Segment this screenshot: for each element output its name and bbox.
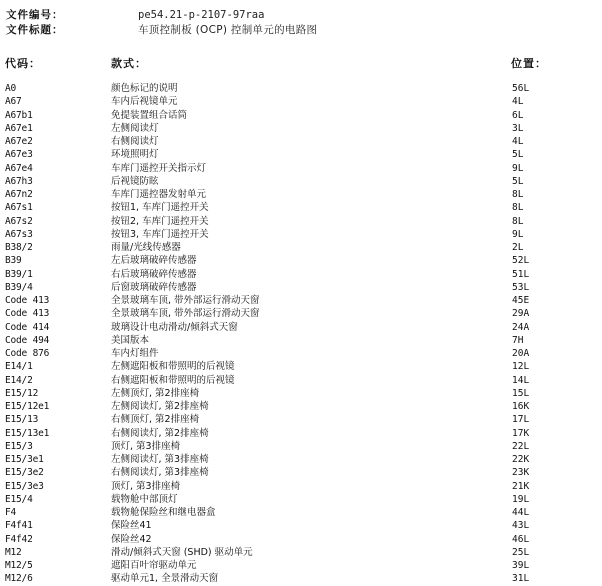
table-row [0, 268, 602, 281]
component-description: 车内灯组件 [111, 348, 159, 359]
component-location: 19L [512, 493, 530, 505]
component-description: 保险丝41 [111, 520, 152, 532]
component-code: A67e4 [5, 162, 33, 174]
component-location: 29A [512, 308, 530, 320]
component-location: 8L [512, 215, 524, 227]
component-description: 载物舱保险丝和继电器盒 [111, 507, 216, 518]
component-description: 驱动单元1, 全景滑动天窗 [111, 573, 219, 585]
component-description: 按钮3, 车库门遥控开关 [111, 228, 209, 240]
component-code: E14/2 [5, 374, 33, 386]
component-location: 39L [512, 560, 530, 571]
table-row [0, 135, 602, 148]
table-row [0, 175, 602, 188]
table-row [0, 201, 602, 214]
component-location: 5L [512, 175, 524, 187]
component-code: M12 [5, 546, 22, 558]
component-code: A67e1 [5, 122, 33, 134]
table-row [0, 506, 602, 519]
component-description: 右侧顶灯, 第2排座椅 [111, 414, 200, 426]
doc-title-value: 车顶控制板 (OCP) 控制单元的电路图 [138, 24, 318, 36]
component-description: 全景玻璃车顶, 带外部运行滑动天窗 [111, 308, 260, 320]
component-location: 9L [512, 228, 524, 240]
component-description: 遮阳百叶帘驱动单元 [111, 560, 197, 571]
component-description: 按钮2, 车库门遥控开关 [111, 215, 209, 227]
component-code: A67e2 [5, 136, 33, 147]
table-row [0, 95, 602, 108]
component-description: 后窗玻璃破碎传感器 [111, 281, 197, 293]
component-code: F4f41 [5, 520, 33, 532]
component-location: 56L [512, 83, 530, 94]
component-location: 7H [512, 334, 524, 346]
component-code: A67b1 [5, 109, 33, 121]
component-location: 16K [512, 401, 530, 412]
component-location: 20A [512, 348, 530, 359]
column-header-location: 位置： [511, 57, 547, 70]
table-row [0, 480, 602, 493]
component-code: E15/4 [5, 493, 33, 505]
component-location: 14L [512, 374, 530, 386]
component-code: E14/1 [5, 361, 33, 373]
component-description: 全景玻璃车顶, 带外部运行滑动天窗 [111, 295, 260, 306]
table-row [0, 360, 602, 373]
component-location: 22K [512, 454, 530, 465]
component-location: 2L [512, 242, 524, 253]
component-description: 免提装置组合话筒 [111, 109, 188, 121]
component-location: 25L [512, 546, 530, 558]
table-row [0, 148, 602, 161]
component-code: A67 [5, 96, 22, 108]
component-description: 右侧遮阳板和带照明的后视镜 [111, 374, 235, 386]
column-header-description: 款式： [111, 57, 147, 70]
component-location: 51L [512, 268, 530, 280]
table-row [0, 493, 602, 506]
component-description: 载物舱中部顶灯 [111, 493, 178, 505]
component-code: B39/1 [5, 268, 33, 280]
component-description: 车库门遥控器发射单元 [111, 189, 207, 200]
component-location: 15L [512, 387, 530, 399]
component-location: 9L [512, 162, 524, 174]
column-header-code: 代码： [5, 57, 41, 70]
table-row [0, 533, 602, 546]
component-location: 4L [512, 96, 524, 108]
component-code: E15/12 [5, 387, 39, 399]
component-location: 46L [512, 533, 530, 545]
component-description: 左侧阅读灯 [111, 122, 159, 134]
component-description: 左后玻璃破碎传感器 [111, 255, 197, 267]
component-location: 43L [512, 520, 530, 532]
component-location: 24A [512, 321, 530, 333]
component-code: E15/13 [5, 414, 39, 426]
component-description: 车内后视镜单元 [111, 96, 178, 108]
component-location: 5L [512, 149, 524, 161]
table-row [0, 188, 602, 201]
component-list [0, 82, 602, 586]
component-code: Code 414 [5, 321, 50, 333]
table-row [0, 294, 602, 307]
component-location: 3L [512, 122, 524, 134]
component-code: B39 [5, 255, 22, 267]
component-code: A0 [5, 83, 17, 94]
table-row [0, 400, 602, 413]
table-row [0, 387, 602, 400]
component-code: F4f42 [5, 533, 33, 545]
component-description: 雨量/光线传感器 [111, 242, 181, 253]
component-description: 右侧阅读灯, 第3排座椅 [111, 467, 209, 479]
component-code: Code 876 [5, 348, 50, 359]
table-row [0, 254, 602, 267]
component-location: 8L [512, 189, 524, 200]
component-code: B38/2 [5, 242, 33, 253]
component-code: A67s2 [5, 215, 33, 227]
component-code: Code 413 [5, 295, 50, 306]
component-code: A67h3 [5, 175, 33, 187]
component-description: 右侧阅读灯 [111, 136, 159, 147]
table-row [0, 427, 602, 440]
component-code: E15/3e2 [5, 467, 44, 479]
component-code: Code 413 [5, 308, 50, 320]
table-row [0, 162, 602, 175]
component-code: A67s3 [5, 228, 33, 240]
component-code: M12/5 [5, 560, 33, 571]
component-location: 44L [512, 507, 530, 518]
component-description: 顶灯, 第3排座椅 [111, 480, 181, 492]
component-location: 12L [512, 361, 530, 373]
component-code: E15/3e1 [5, 454, 44, 465]
component-code: E15/13e1 [5, 427, 50, 439]
component-description: 颜色标记的说明 [111, 83, 178, 94]
component-description: 后视镜防眩 [111, 175, 159, 187]
table-row [0, 546, 602, 559]
table-row [0, 374, 602, 387]
component-description: 右后玻璃破碎传感器 [111, 268, 197, 280]
component-location: 45E [512, 295, 530, 306]
doc-title-label: 文件标题： [6, 24, 64, 36]
component-description: 滑动/倾斜式天窗 (SHD) 驱动单元 [111, 546, 253, 558]
component-description: 按钮1, 车库门遥控开关 [111, 202, 209, 214]
component-location: 22L [512, 440, 530, 452]
component-location: 17L [512, 414, 530, 426]
component-description: 车库门遥控开关指示灯 [111, 162, 207, 174]
component-location: 53L [512, 281, 530, 293]
table-row [0, 82, 602, 95]
table-row [0, 241, 602, 254]
component-code: M12/6 [5, 573, 33, 585]
table-row [0, 347, 602, 360]
component-location: 8L [512, 202, 524, 214]
table-row [0, 440, 602, 453]
table-row [0, 215, 602, 228]
component-location: 4L [512, 136, 524, 147]
table-row [0, 321, 602, 334]
component-description: 环境照明灯 [111, 149, 159, 161]
table-row [0, 281, 602, 294]
component-location: 6L [512, 109, 524, 121]
component-description: 保险丝42 [111, 533, 152, 545]
component-code: Code 494 [5, 334, 50, 346]
component-location: 17K [512, 427, 530, 439]
table-row [0, 453, 602, 466]
doc-number-value: pe54.21-p-2107-97raa [138, 9, 265, 21]
component-location: 52L [512, 255, 530, 267]
component-code: A67e3 [5, 149, 33, 161]
table-row [0, 559, 602, 572]
table-row [0, 228, 602, 241]
component-code: A67s1 [5, 202, 33, 214]
table-row [0, 466, 602, 479]
component-description: 右侧阅读灯, 第2排座椅 [111, 427, 209, 439]
component-code: B39/4 [5, 281, 33, 293]
component-location: 23K [512, 467, 530, 479]
table-row [0, 307, 602, 320]
component-description: 左侧阅读灯, 第3排座椅 [111, 454, 209, 465]
component-description: 玻璃设计电动滑动/倾斜式天窗 [111, 321, 238, 333]
component-code: E15/12e1 [5, 401, 50, 412]
table-row [0, 122, 602, 135]
doc-number-label: 文件编号： [6, 9, 64, 21]
component-description: 顶灯, 第3排座椅 [111, 440, 181, 452]
component-code: E15/3 [5, 440, 33, 452]
component-description: 左侧顶灯, 第2排座椅 [111, 387, 200, 399]
component-description: 左侧遮阳板和带照明的后视镜 [111, 361, 235, 373]
component-code: F4 [5, 507, 17, 518]
component-location: 31L [512, 573, 530, 585]
table-row [0, 334, 602, 347]
table-row [0, 109, 602, 122]
component-code: E15/3e3 [5, 480, 44, 492]
component-location: 21K [512, 480, 530, 492]
component-description: 美国版本 [111, 334, 150, 346]
table-row [0, 413, 602, 426]
component-code: A67n2 [5, 189, 33, 200]
table-row [0, 519, 602, 532]
component-description: 左侧阅读灯, 第2排座椅 [111, 401, 209, 412]
